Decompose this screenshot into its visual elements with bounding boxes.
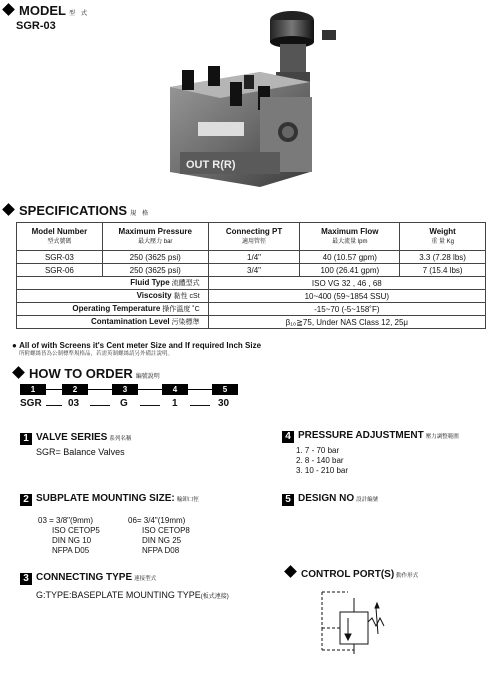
pressure-list (296, 446, 348, 476)
table-cell: 250 (3625 psi) (102, 251, 208, 264)
table-cell: 40 (10.57 gpm) (300, 251, 400, 264)
table-row (17, 303, 486, 316)
list-item: 2. 8 - 140 bar (296, 456, 344, 465)
order-connector (188, 389, 212, 390)
diamond-bullet-icon (12, 366, 25, 379)
section-title-zh: 輸卸口徑 (176, 497, 199, 503)
table-row (17, 264, 486, 277)
diamond-bullet-icon (2, 203, 15, 216)
list-item: 03 = 3/8"(9mm) (38, 516, 94, 525)
subplate-heading (20, 493, 199, 506)
order-position-3: 3 (112, 384, 138, 395)
table-cell: 3.3 (7.28 lbs) (400, 251, 486, 264)
table-header-row (17, 223, 486, 251)
model-label: MODEL (19, 3, 66, 18)
specifications-title-zh: 規 格 (130, 211, 149, 217)
how-to-order-title: HOW TO ORDER (29, 366, 133, 381)
design-no-heading (282, 493, 378, 506)
section-title-zh: 動作形式 (396, 573, 419, 579)
bullet-icon: ● (12, 341, 17, 350)
list-item: NFPA D08 (142, 546, 180, 555)
valve-product-image (150, 2, 365, 190)
table-row (17, 290, 486, 303)
specifications-title: SPECIFICATIONS (19, 203, 128, 218)
note (12, 341, 261, 359)
diamond-bullet-icon (2, 3, 15, 16)
table-cell: 7 (15.4 lbs) (400, 264, 486, 277)
list-item: ISO CETOP8 (142, 526, 190, 535)
table-cell: 1/4" (208, 251, 300, 264)
nameplate-text: OUT R(R) (186, 159, 236, 171)
table-cell: β₁₀≧75, Under NAS Class 12, 25μ (208, 316, 485, 329)
table-cell: 250 (3625 psi) (102, 264, 208, 277)
order-connector (138, 389, 162, 390)
diamond-bullet-icon (284, 565, 297, 578)
order-connector (46, 389, 62, 390)
section-number-badge: 4 (282, 431, 294, 443)
model-code: SGR-03 (16, 20, 56, 32)
column-header: Weight 重 量 Kg (400, 223, 486, 251)
table-row (17, 316, 486, 329)
section-title: CONTROL PORT(S) (301, 569, 395, 580)
specifications-table (16, 222, 486, 329)
list-item: DIN NG 25 (142, 536, 182, 545)
how-to-order-title-zh: 編號說明 (135, 374, 160, 380)
column-header: Connecting PT 適用管徑 (208, 223, 300, 251)
section-title-zh: 連接型式 (134, 576, 157, 582)
table-cell: 100 (26.41 gpm) (300, 264, 400, 277)
model-label-zh: 型 式 (68, 11, 87, 17)
subplate-list-1 (38, 516, 100, 556)
hydraulic-symbol-icon (318, 588, 388, 658)
section-title: DESIGN NO (298, 493, 355, 504)
section-title-zh: 壓力調整範圍 (425, 434, 459, 440)
table-cell: SGR-03 (17, 251, 103, 264)
pressure-adjustment-heading (282, 430, 459, 443)
section-title: CONNECTING TYPE (36, 572, 133, 583)
connecting-type-value: G:TYPE:BASEPLATE MOUNTING TYPE (36, 590, 201, 600)
order-position-2: 2 (62, 384, 88, 395)
row-label: Fluid Type 流體型式 (17, 277, 209, 290)
column-header: Maximum Pressure 最大壓力 bar (102, 223, 208, 251)
control-port-heading (286, 567, 418, 580)
how-to-order-heading (14, 366, 160, 381)
section-number-badge: 2 (20, 494, 32, 506)
order-connector (88, 389, 112, 390)
order-position-4: 4 (162, 384, 188, 395)
valve-series-heading (20, 432, 131, 445)
note-text: All of with Screens it's Cent meter Size and If required Inch Size (19, 341, 262, 350)
section-title: PRESSURE ADJUSTMENT (298, 430, 424, 441)
order-code-design: 30 (218, 398, 230, 409)
row-label: Viscosity 黏性 cSt (17, 290, 209, 303)
section-title: SUBPLATE MOUNTING SIZE: (36, 493, 175, 504)
subplate-list-2 (128, 516, 190, 556)
connecting-type-text (36, 590, 229, 603)
order-position-5: 5 (212, 384, 238, 395)
connecting-type-value-zh: (板式連接) (200, 594, 229, 600)
order-code-type: G (120, 398, 128, 409)
table-cell: 3/4" (208, 264, 300, 277)
order-dash (90, 405, 110, 406)
section-number-badge: 5 (282, 494, 294, 506)
note-text-zh: 所附螺絲皆為公制標準規格品，若需英制螺絲請另外備註說明。 (19, 351, 174, 357)
column-header: Maximum Flow 最大流量 lpm (300, 223, 400, 251)
list-item: NFPA D05 (52, 546, 90, 555)
order-position-1: 1 (20, 384, 46, 395)
list-item: DIN NG 10 (52, 536, 92, 545)
list-item: 1. 7 - 70 bar (296, 446, 340, 455)
table-cell: -15~70 (-5~158˚F) (208, 303, 485, 316)
row-label: Contamination Level 污染標準 (17, 316, 209, 329)
section-title-zh: 系列名稱 (109, 436, 132, 442)
section-number-badge: 3 (20, 573, 32, 585)
model-heading (4, 3, 87, 18)
section-title: VALVE SERIES (36, 432, 108, 443)
order-dash (46, 405, 62, 406)
connecting-type-heading (20, 572, 156, 585)
section-number-badge: 1 (20, 433, 32, 445)
specifications-heading (4, 203, 148, 218)
table-row (17, 251, 486, 264)
column-header: Model Number 型式號碼 (17, 223, 103, 251)
order-code-series: SGR (20, 398, 42, 409)
section-title-zh: 設計編號 (356, 497, 379, 503)
list-item: 3. 10 - 210 bar (296, 466, 349, 475)
order-code-size: 03 (68, 398, 80, 409)
order-dash (190, 405, 210, 406)
table-row (17, 277, 486, 290)
list-item: ISO CETOP5 (52, 526, 100, 535)
table-cell: SGR-06 (17, 264, 103, 277)
table-cell: ISO VG 32 , 46 , 68 (208, 277, 485, 290)
row-label: Operating Temperature 操作溫度 ˚C (17, 303, 209, 316)
table-cell: 10~400 (59~1854 SSU) (208, 290, 485, 303)
valve-series-text: SGR= Balance Valves (36, 447, 125, 457)
list-item: 06= 3/4"(19mm) (128, 516, 186, 525)
order-code-pressure: 1 (172, 398, 178, 409)
order-dash (140, 405, 160, 406)
